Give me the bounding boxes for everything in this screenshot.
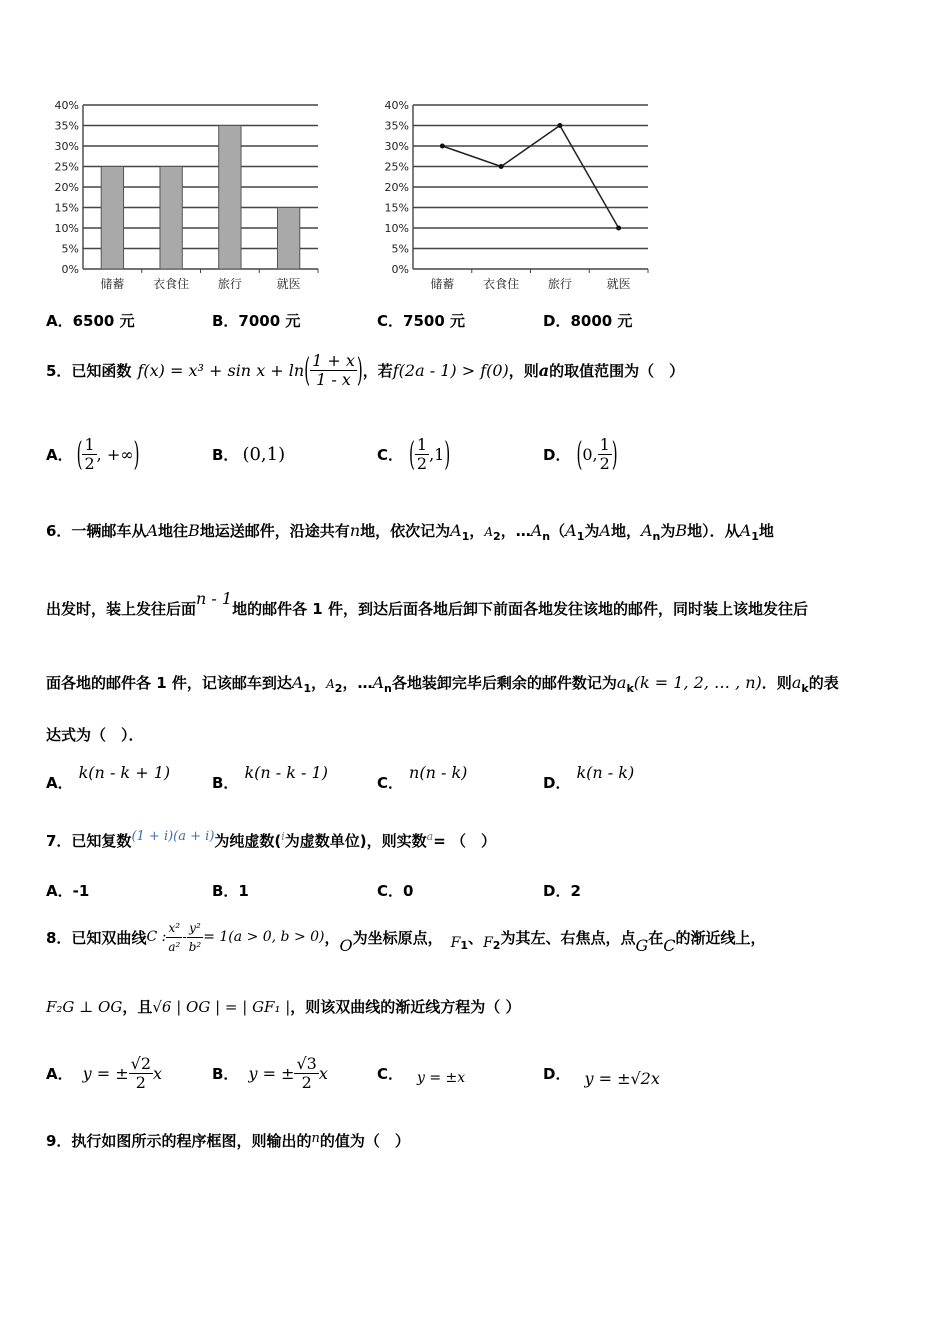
bar-y-tick-label: 40% bbox=[54, 99, 79, 112]
q8-option-a bbox=[46, 1048, 162, 1098]
q5-condition: f(2a - 1) > f(0) bbox=[392, 360, 509, 380]
q5-option-b bbox=[212, 428, 285, 480]
q6-d-label: D． bbox=[543, 774, 571, 792]
q7-t1: 7．已知复数 bbox=[46, 832, 132, 850]
q8-f2: F bbox=[483, 935, 493, 951]
q5-option-a-label: A． bbox=[46, 445, 73, 464]
q5-d-paren-open: ( bbox=[576, 434, 583, 474]
q5-c-paren-close: ) bbox=[444, 434, 451, 474]
q8-t3: 为坐标原点， bbox=[352, 928, 443, 947]
q8-a-frac bbox=[129, 1055, 153, 1092]
q5-function: f(x) = x³ + sin x + ln bbox=[137, 360, 305, 380]
q6-l3-t1: 面各地的邮件各 1 件，记该邮车到达 bbox=[46, 674, 292, 692]
q8-option-b bbox=[212, 1048, 328, 1098]
q5-frac-num: 1 + x bbox=[312, 350, 355, 370]
line-point-衣食住 bbox=[499, 164, 504, 169]
q8-frac-x bbox=[166, 919, 182, 956]
line-point-储蓄 bbox=[440, 144, 445, 149]
q9-t2: 的值为（ ） bbox=[319, 1132, 410, 1150]
q5-text-2: ，若 bbox=[362, 361, 393, 380]
q6-a1: A bbox=[450, 521, 462, 540]
line-point-就医 bbox=[616, 226, 621, 231]
q8-t5: 为其左、右焦点，点 bbox=[500, 928, 636, 947]
q8-l2-t2: ，则该双曲线的渐近线方程为（ ） bbox=[290, 998, 521, 1016]
bar-x-tick-label: 就医 bbox=[276, 277, 301, 291]
q6-l3-sub1: 1 bbox=[303, 682, 312, 695]
line-x-tick-label: 衣食住 bbox=[483, 277, 520, 291]
q8-a-den: 2 bbox=[135, 1072, 146, 1092]
q5-a-paren-close: ) bbox=[133, 434, 140, 474]
q8-d-expr: y = ±√2x bbox=[584, 1068, 660, 1088]
q7-option-a: A．-1 bbox=[46, 882, 90, 900]
q6-t10: 地）．从 bbox=[687, 522, 740, 540]
q5-d-paren-close: ) bbox=[611, 434, 618, 474]
q5-c-paren-open: ( bbox=[409, 434, 415, 474]
q5-text-4: 的取值范围为（ ） bbox=[549, 361, 685, 380]
q5-option-c bbox=[377, 428, 450, 480]
q6-t7: 为 bbox=[584, 522, 600, 540]
q7-t4: = （ ） bbox=[433, 832, 497, 850]
question-6-line-3: 面各地的邮件各 1 件，记该邮车到达$A_1$，$A_2$，$\dots A_n$各地装卸完毕后剩余的邮件数记为$a_k(k = 1$, 2, … , n)．则$a_k$的表 bbox=[46, 673, 839, 695]
line-y-tick-label: 20% bbox=[384, 181, 409, 194]
q6-a1c: A bbox=[739, 521, 752, 540]
q6-l3-t3: 各地装卸完毕后剩余的邮件数记为 bbox=[391, 674, 617, 692]
q6-l3-subk: k bbox=[626, 682, 634, 695]
q6-a2: A bbox=[484, 525, 494, 539]
q6-a-expr: k(n - k + 1) bbox=[78, 763, 171, 782]
q7-i-glyph: i bbox=[281, 830, 285, 843]
q6-a-label: A． bbox=[46, 774, 73, 792]
line-y-tick-label: 0% bbox=[391, 263, 409, 276]
q6-an: A bbox=[530, 521, 543, 540]
q8-a-x: x bbox=[153, 1063, 163, 1083]
question-5 bbox=[46, 345, 684, 395]
q6-l3-range: (k = 1, 2, … , n) bbox=[633, 673, 762, 692]
bar-x-tick-label: 衣食住 bbox=[153, 277, 190, 291]
q7-t2: 为纯虚数( bbox=[214, 832, 282, 850]
q8-t7: 的渐近线上， bbox=[675, 928, 766, 947]
q8-option-d bbox=[543, 1048, 660, 1098]
bar-y-tick-label: 0% bbox=[61, 263, 79, 276]
q6-l3-subn: n bbox=[384, 682, 392, 695]
q6-b-expr: k(n - k - 1) bbox=[244, 763, 328, 782]
q6-option-b bbox=[212, 762, 328, 792]
q4-option-c: C．7500 元 bbox=[377, 312, 465, 330]
q6-t2: 地往 bbox=[158, 522, 189, 540]
question-8-line-1 bbox=[46, 912, 766, 962]
q8-b-frac bbox=[294, 1055, 318, 1092]
q5-c-den: 2 bbox=[416, 453, 428, 473]
q8-t6: 在 bbox=[648, 928, 664, 947]
q7-option-c: C．0 bbox=[377, 882, 414, 900]
q6-l3-t2: ，… bbox=[342, 674, 373, 692]
bar-y-tick-label: 35% bbox=[54, 119, 79, 133]
q6-l3-sub2: 2 bbox=[334, 682, 343, 695]
question-6-line-4: 达式为（ ）． bbox=[46, 726, 144, 744]
line-y-tick-label: 40% bbox=[384, 99, 409, 112]
q6-l3-an: A bbox=[372, 673, 385, 692]
question-8-line-2 bbox=[46, 996, 521, 1017]
q5-c-num: 1 bbox=[416, 434, 428, 454]
q8-b-label: B． bbox=[212, 1064, 239, 1083]
line-y-tick-label: 5% bbox=[391, 242, 409, 256]
line-x-tick-label: 旅行 bbox=[547, 277, 572, 291]
q8-t4: 、 bbox=[468, 928, 484, 947]
q5-a-den: 2 bbox=[84, 453, 95, 473]
q6-l3-ak2: a bbox=[791, 673, 802, 692]
q8-y2: y² bbox=[187, 919, 204, 938]
q6-sub1: 1 bbox=[461, 530, 470, 543]
q5-c-frac bbox=[415, 436, 429, 473]
q7-a-glyph: a bbox=[426, 830, 434, 843]
q6-sub2: 2 bbox=[493, 530, 501, 543]
q6-option-c bbox=[377, 762, 468, 792]
q8-t2: ， bbox=[324, 928, 340, 947]
q5-option-c-label: C． bbox=[377, 445, 404, 464]
q6-t8: 地， bbox=[610, 522, 641, 540]
q4-option-b: B．7000 元 bbox=[212, 312, 301, 330]
q6-a: A bbox=[146, 521, 159, 540]
q8-t1: 8．已知双曲线 bbox=[46, 928, 147, 947]
question-6-line-1: 6．一辆邮车从A地往B地运送邮件，沿途共有n地，依次记为$A_1$，$A_2$，$\dots A_n(A_1$为A地，$A_n$为B地）．从$A_1$地 bbox=[46, 521, 774, 543]
q5-d-frac bbox=[598, 436, 612, 473]
q6-d-expr: k(n - k) bbox=[576, 763, 635, 782]
line-y-tick-label: 25% bbox=[384, 160, 409, 174]
question-6-line-2 bbox=[46, 589, 808, 619]
bar-x-tick-label: 储蓄 bbox=[100, 277, 125, 291]
q7-expr: (1 + i)(a + i) bbox=[131, 829, 215, 844]
bar-就医 bbox=[277, 208, 299, 270]
q6-l3-t4: ．则 bbox=[761, 674, 792, 692]
line-y-tick-label: 10% bbox=[384, 222, 409, 235]
q5-option-d bbox=[543, 428, 618, 480]
q5-text-1: 5．已知函数 bbox=[46, 361, 132, 380]
line-x-tick-label: 就医 bbox=[606, 277, 631, 291]
bar-y-tick-label: 10% bbox=[54, 222, 79, 235]
q5-paren-open: ( bbox=[304, 350, 311, 390]
q6-t1: 6．一辆邮车从 bbox=[46, 522, 147, 540]
q8-eq: = 1(a > 0, b > 0) bbox=[203, 929, 325, 945]
q8-c: C : bbox=[146, 929, 167, 945]
q6-sub1c: 1 bbox=[751, 530, 759, 543]
q6-c-expr: n(n - k) bbox=[409, 763, 468, 782]
bar-y-tick-label: 20% bbox=[54, 181, 79, 194]
q6-t5: ，… bbox=[500, 522, 531, 540]
q6-option-d bbox=[543, 762, 635, 792]
q5-option-d-label: D． bbox=[543, 445, 571, 464]
q5-d-num: 1 bbox=[599, 434, 610, 454]
q6-t6: （ bbox=[550, 522, 566, 540]
q8-b-den: 2 bbox=[301, 1072, 312, 1092]
q5-a-paren-open: ( bbox=[76, 434, 83, 474]
q6-l3-t5: 的表 bbox=[808, 674, 839, 692]
q6-b: B bbox=[188, 521, 200, 540]
q5-var-a: a bbox=[538, 360, 550, 380]
q8-minus: - bbox=[182, 929, 187, 945]
q5-fraction bbox=[310, 352, 357, 389]
q4-option-d: D．8000 元 bbox=[543, 312, 633, 330]
q8-f1: F bbox=[450, 935, 461, 951]
q8-perp: F₂G ⊥ OG bbox=[46, 998, 123, 1016]
q8-a-label: A． bbox=[46, 1064, 73, 1083]
q5-a-num: 1 bbox=[84, 434, 95, 454]
q8-d-label: D． bbox=[543, 1064, 571, 1083]
q6-subn: n bbox=[542, 530, 551, 543]
q6-l3-a1: A bbox=[291, 673, 304, 692]
q8-f2-sub: 2 bbox=[492, 938, 501, 952]
q8-l2-t1: ，且 bbox=[122, 998, 153, 1016]
q6-b-label: B． bbox=[212, 774, 239, 792]
q4-option-a: A．6500 元 bbox=[46, 312, 135, 330]
q9-n: n bbox=[311, 1131, 320, 1146]
q6-c-label: C． bbox=[377, 774, 404, 792]
q8-a-num: √2 bbox=[130, 1053, 152, 1073]
q8-cc: C bbox=[663, 935, 676, 955]
bar-y-tick-label: 15% bbox=[54, 201, 79, 215]
q5-d-den: 2 bbox=[599, 453, 610, 473]
q8-b-x: x bbox=[318, 1063, 328, 1083]
bar-旅行 bbox=[219, 126, 241, 270]
q6-a-b: A bbox=[599, 521, 611, 540]
q8-a-y: y = ± bbox=[82, 1063, 129, 1083]
q8-c-label: C． bbox=[377, 1064, 404, 1083]
q6-l3-subk2: k bbox=[801, 682, 809, 695]
bar-y-tick-label: 5% bbox=[61, 242, 79, 256]
q5-b-value: (0,1) bbox=[242, 443, 286, 465]
q6-option-a bbox=[46, 762, 171, 792]
q7-t3: 为虚数单位)，则实数 bbox=[284, 832, 427, 850]
q8-c-expr: y = ±x bbox=[417, 1070, 466, 1086]
bar-chart bbox=[40, 95, 340, 295]
q8-cond: √6 | OG | = | GF₁ | bbox=[152, 998, 291, 1016]
q8-option-c bbox=[377, 1048, 465, 1098]
q6-t4: 地，依次记为 bbox=[360, 522, 451, 540]
bar-储蓄 bbox=[101, 167, 123, 270]
q8-a2: a² bbox=[168, 939, 181, 954]
q6-l2-t2: 地的邮件各 1 件，到达后面各地后卸下前面各地发往该地的邮件，同时装上该地发往后 bbox=[232, 600, 808, 618]
q6-a1b: A bbox=[565, 521, 577, 540]
q6-t3: 地运送邮件，沿途共有 bbox=[199, 522, 350, 540]
q6-sub1b: 1 bbox=[576, 530, 585, 543]
q6-l2-expr: n - 1 bbox=[196, 589, 233, 608]
q5-frac-den: 1 - x bbox=[316, 369, 351, 389]
line-point-旅行 bbox=[557, 123, 562, 128]
line-y-tick-label: 35% bbox=[384, 119, 409, 133]
line-series bbox=[442, 126, 618, 229]
q5-text-3: ，则 bbox=[508, 361, 539, 380]
q9-t1: 9．执行如图所示的程序框图，则输出的 bbox=[46, 1132, 312, 1150]
bar-y-tick-label: 25% bbox=[54, 160, 79, 174]
bar-衣食住 bbox=[160, 167, 182, 270]
question-9 bbox=[46, 1130, 410, 1151]
line-y-tick-label: 30% bbox=[384, 140, 409, 153]
q5-a-rest: , +∞ bbox=[96, 444, 134, 464]
line-y-tick-label: 15% bbox=[384, 201, 409, 215]
q7-option-b: B．1 bbox=[212, 882, 249, 900]
q6-n: n bbox=[349, 521, 361, 540]
q8-b-y: y = ± bbox=[248, 1063, 295, 1083]
q6-b-b: B bbox=[675, 521, 688, 540]
q6-l2-t1: 出发时，装上发往后面 bbox=[46, 600, 197, 618]
q7-option-d: D．2 bbox=[543, 882, 581, 900]
q6-t9: 为 bbox=[660, 522, 676, 540]
bar-x-tick-label: 旅行 bbox=[217, 277, 242, 291]
q6-l3-ak: a bbox=[616, 673, 627, 692]
q5-c-rest: ,1 bbox=[429, 444, 445, 464]
bar-y-tick-label: 30% bbox=[54, 140, 79, 153]
q6-l3-a2: A bbox=[326, 677, 335, 691]
question-7 bbox=[46, 830, 496, 851]
q5-a-frac bbox=[82, 436, 96, 473]
q5-paren-close: ) bbox=[356, 350, 363, 390]
q5-option-b-label: B． bbox=[212, 445, 239, 464]
q8-o: O bbox=[339, 935, 353, 955]
q8-x2: x² bbox=[166, 919, 182, 938]
q8-frac-y bbox=[187, 919, 204, 956]
q8-g: G bbox=[635, 935, 649, 955]
q8-b-num: √3 bbox=[296, 1053, 317, 1073]
line-x-tick-label: 储蓄 bbox=[430, 277, 455, 291]
q5-d-zero: 0, bbox=[582, 444, 598, 464]
q6-subn-b: n bbox=[652, 530, 661, 543]
q6-an-b: A bbox=[640, 521, 653, 540]
q6-t11: 地 bbox=[758, 522, 774, 540]
q8-b2: b² bbox=[188, 939, 202, 954]
line-chart bbox=[370, 95, 670, 295]
q5-option-a bbox=[46, 428, 139, 480]
q8-f1-sub: 1 bbox=[460, 938, 469, 952]
